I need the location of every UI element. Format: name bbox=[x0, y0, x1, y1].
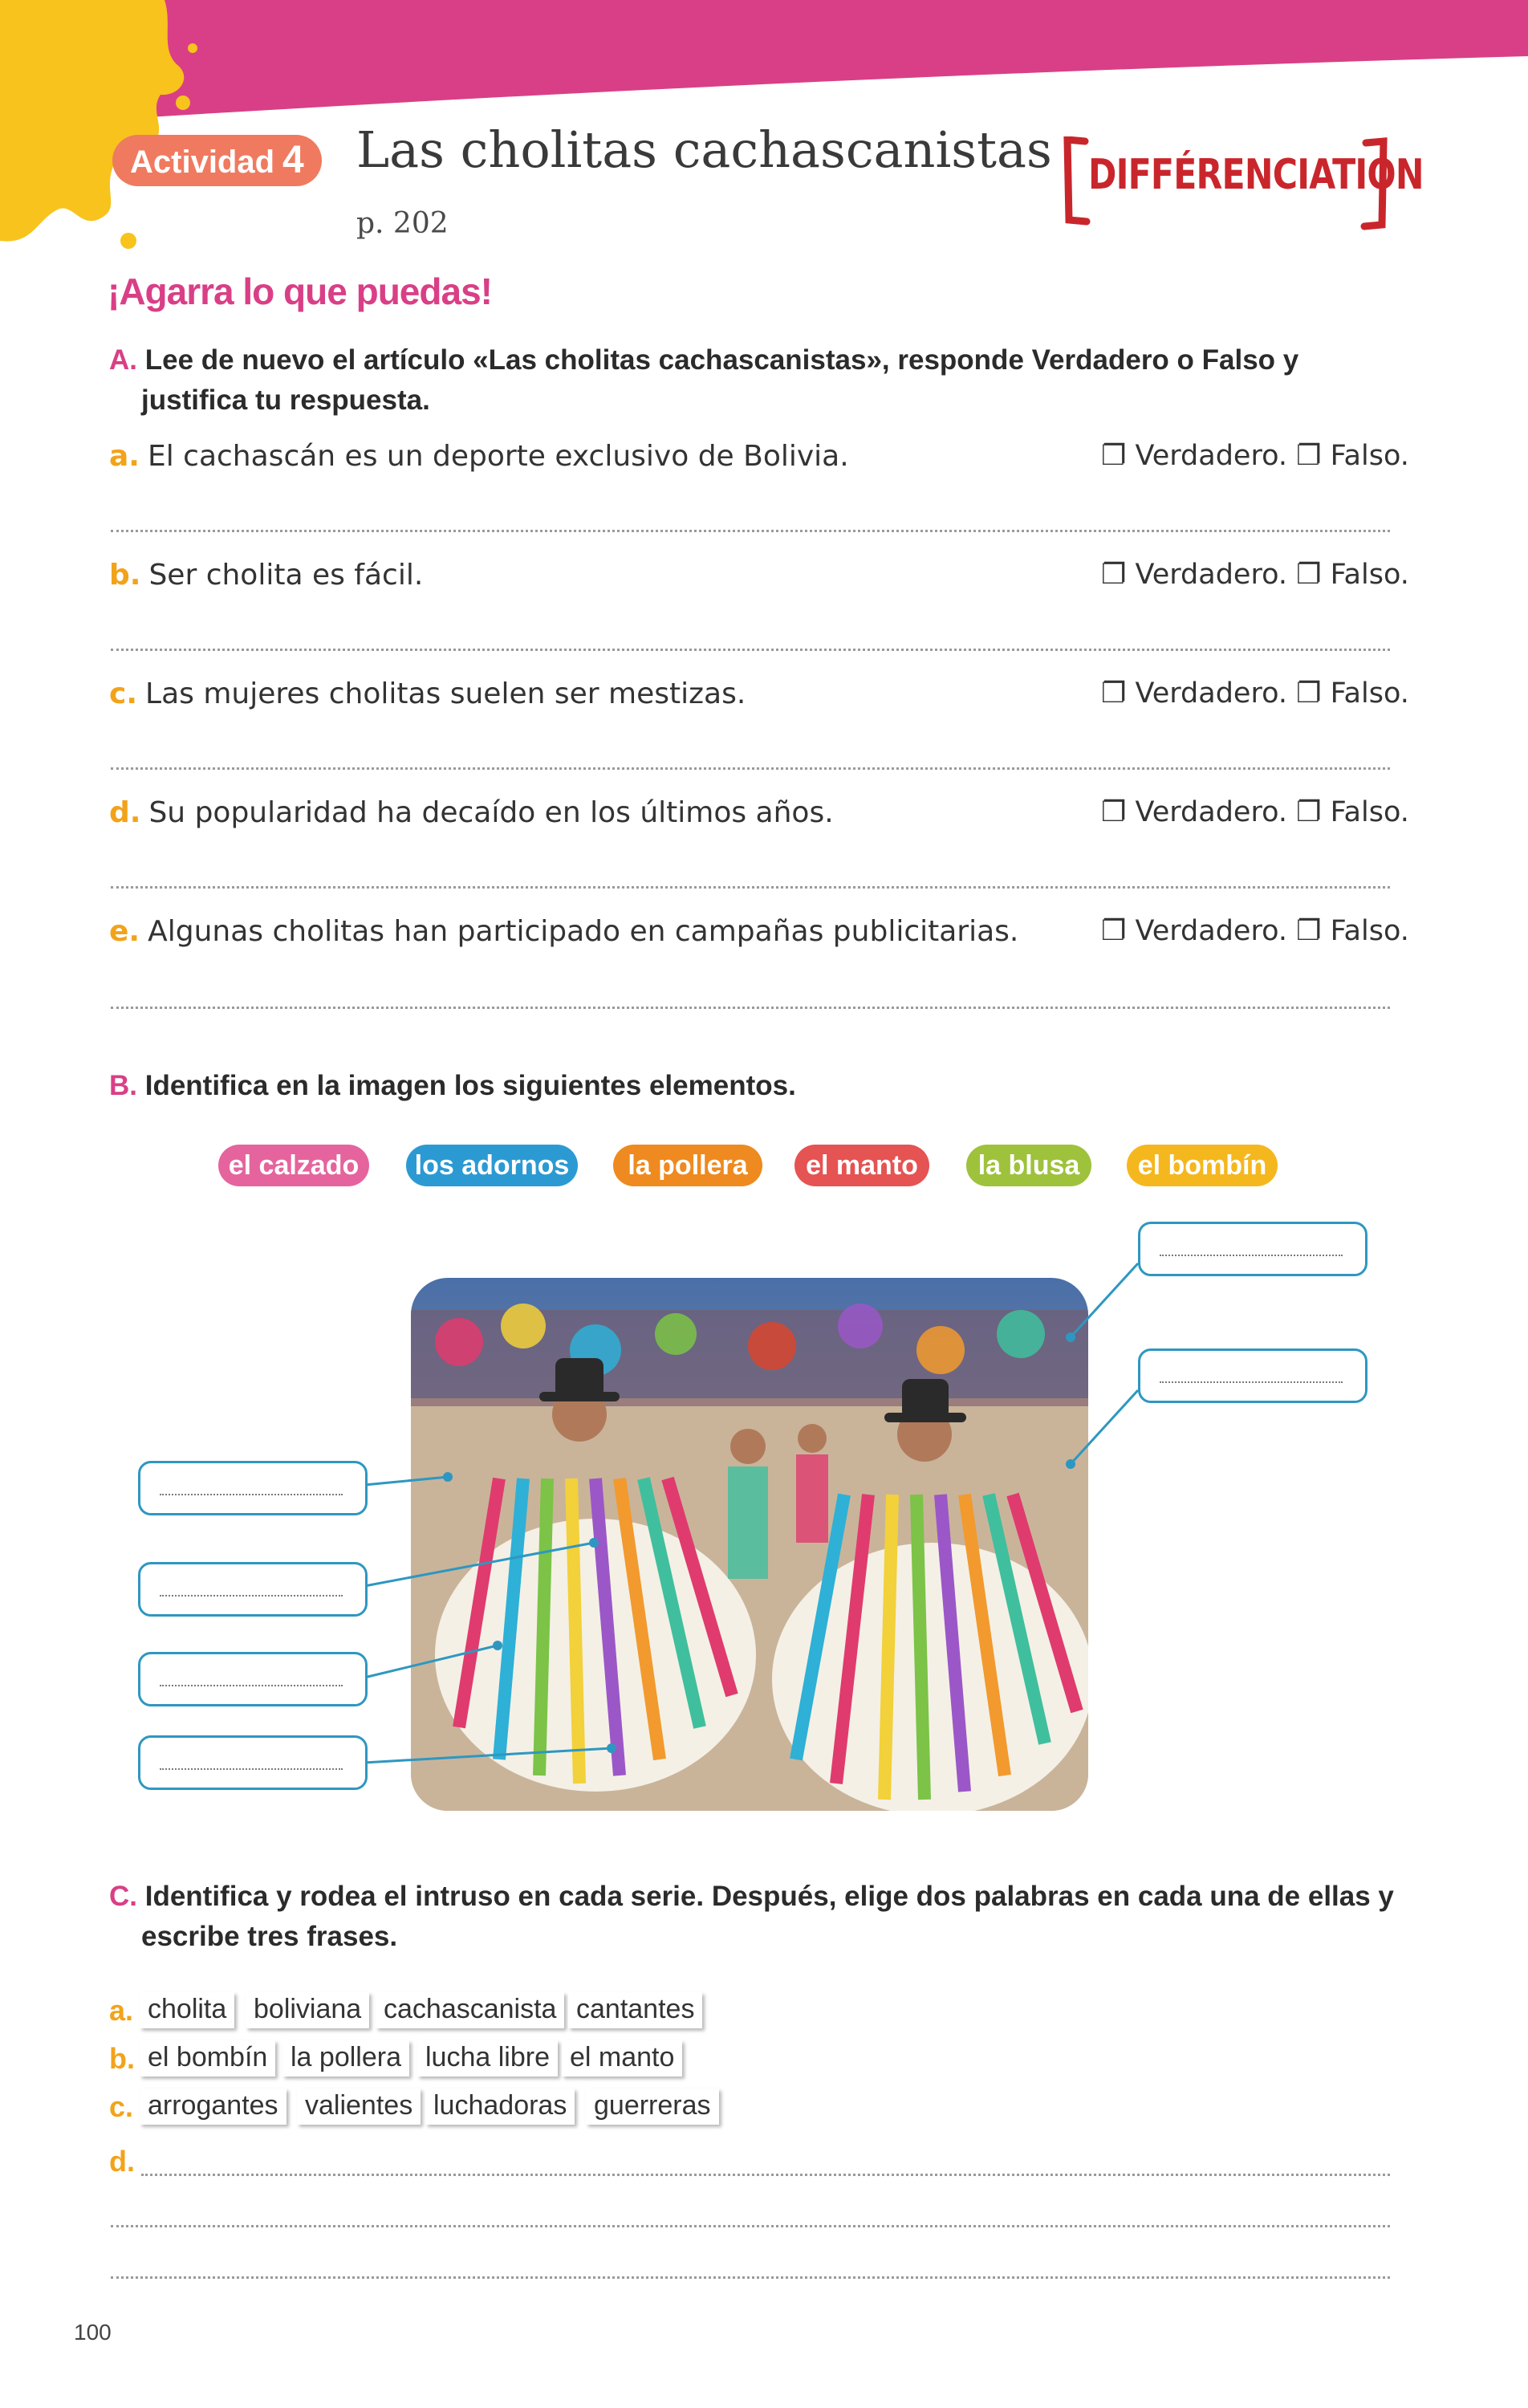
true-false-checkboxes-c[interactable]: ❐ Verdadero. ❐ Falso. bbox=[1101, 677, 1409, 710]
answer-line-a[interactable] bbox=[111, 530, 1390, 532]
answer-line-c[interactable] bbox=[111, 767, 1390, 770]
section-c-instruction bbox=[109, 1877, 1394, 1957]
true-false-checkboxes-e[interactable]: ❐ Verdadero. ❐ Falso. bbox=[1101, 915, 1409, 947]
word-card[interactable]: valientes bbox=[297, 2089, 421, 2125]
page-reference: p. 202 bbox=[356, 207, 449, 240]
series-letter-c: c. bbox=[109, 2090, 134, 2123]
section-a-instruction bbox=[109, 340, 1298, 421]
activity-number: 4 bbox=[282, 139, 304, 181]
word-card[interactable]: el bombín bbox=[140, 2040, 275, 2076]
answer-box-right-1[interactable] bbox=[1138, 1222, 1367, 1276]
section-c-text-line2: escribe tres frases. bbox=[141, 1921, 398, 1952]
item-letter: b. bbox=[109, 559, 141, 592]
item-letter: d. bbox=[109, 796, 141, 829]
word-card[interactable]: cantantes bbox=[568, 1992, 702, 2028]
answer-box-left-3[interactable] bbox=[138, 1652, 368, 1706]
answer-box-right-2[interactable] bbox=[1138, 1348, 1367, 1403]
statement-c bbox=[109, 677, 746, 710]
word-card[interactable]: luchadoras bbox=[425, 2089, 575, 2125]
answer-line-e[interactable] bbox=[111, 1007, 1390, 1009]
label-pill-bombin[interactable]: el bombín bbox=[1127, 1145, 1278, 1186]
statement-a bbox=[109, 440, 849, 473]
item-text: El cachascán es un deporte exclusivo de Bolivia. bbox=[147, 440, 849, 473]
item-text: Las mujeres cholitas suelen ser mestizas. bbox=[145, 677, 746, 710]
label-pill-blusa[interactable]: la blusa bbox=[966, 1145, 1091, 1186]
activity-label: Actividad bbox=[130, 144, 275, 180]
section-c-letter: C. bbox=[109, 1881, 137, 1912]
item-text: Ser cholita es fácil. bbox=[148, 559, 424, 592]
section-a-letter: A. bbox=[109, 344, 137, 376]
section-a-text-line1: Lee de nuevo el artículo «Las cholitas cachascanistas», responde Verdadero o Falso y bbox=[144, 344, 1299, 376]
section-c-text-line1: Identifica y rodea el intruso en cada serie. Después, elige dos palabras en cada una de ellas y bbox=[144, 1881, 1394, 1912]
statement-e bbox=[109, 915, 1018, 948]
answer-box-left-1[interactable] bbox=[138, 1461, 368, 1515]
word-card[interactable]: la pollera bbox=[282, 2040, 409, 2076]
label-pill-manto[interactable]: el manto bbox=[794, 1145, 929, 1186]
section-subtitle: ¡Agarra lo que puedas! bbox=[108, 270, 492, 312]
label-pill-calzado[interactable]: el calzado bbox=[218, 1145, 369, 1186]
word-card[interactable]: guerreras bbox=[586, 2089, 719, 2125]
statement-d bbox=[109, 796, 834, 829]
header-band bbox=[0, 0, 1528, 120]
series-letter-a: a. bbox=[109, 1994, 134, 2027]
activity-badge bbox=[112, 135, 322, 186]
statement-b bbox=[109, 559, 423, 592]
word-card[interactable]: cachascanista bbox=[376, 1992, 564, 2028]
writing-line-3[interactable] bbox=[111, 2276, 1390, 2279]
series-letter-b: b. bbox=[109, 2042, 135, 2075]
answer-line-d[interactable] bbox=[111, 886, 1390, 889]
stamp-text: DIFFÉRENCIATION bbox=[1088, 151, 1424, 199]
answer-letter-d: d. bbox=[109, 2145, 135, 2178]
item-letter: e. bbox=[109, 915, 140, 948]
writing-line-2[interactable] bbox=[111, 2225, 1390, 2227]
word-card[interactable]: cholita bbox=[140, 1992, 234, 2028]
cholitas-dance-photo bbox=[411, 1278, 1088, 1811]
word-card[interactable]: lucha libre bbox=[417, 2040, 558, 2076]
section-a-text-line2: justifica tu respuesta. bbox=[141, 384, 430, 416]
paint-splash-decoration bbox=[0, 0, 209, 265]
label-pill-pollera[interactable]: la pollera bbox=[613, 1145, 762, 1186]
writing-line-1[interactable] bbox=[141, 2174, 1390, 2176]
answer-line-b[interactable] bbox=[111, 649, 1390, 651]
section-b-letter: B. bbox=[109, 1070, 137, 1101]
answer-box-left-2[interactable] bbox=[138, 1562, 368, 1617]
word-card[interactable]: el manto bbox=[562, 2040, 682, 2076]
differentiation-stamp bbox=[1061, 136, 1424, 233]
word-card[interactable]: boliviana bbox=[246, 1992, 369, 2028]
section-b-instruction bbox=[109, 1066, 796, 1106]
true-false-checkboxes-a[interactable]: ❐ Verdadero. ❐ Falso. bbox=[1101, 440, 1409, 472]
true-false-checkboxes-b[interactable]: ❐ Verdadero. ❐ Falso. bbox=[1101, 559, 1409, 591]
item-text: Algunas cholitas han participado en campañas publicitarias. bbox=[148, 915, 1019, 948]
page-title: Las cholitas cachascanistas bbox=[356, 120, 1052, 179]
answer-box-left-4[interactable] bbox=[138, 1735, 368, 1790]
label-pill-adornos[interactable]: los adornos bbox=[406, 1145, 578, 1186]
word-card[interactable]: arrogantes bbox=[140, 2089, 286, 2125]
section-b-text: Identifica en la imagen los siguientes elementos. bbox=[144, 1070, 796, 1101]
item-letter: c. bbox=[109, 677, 138, 710]
page-number: 100 bbox=[74, 2320, 112, 2345]
item-letter: a. bbox=[109, 440, 140, 473]
true-false-checkboxes-d[interactable]: ❐ Verdadero. ❐ Falso. bbox=[1101, 796, 1409, 828]
item-text: Su popularidad ha decaído en los últimos años. bbox=[148, 796, 834, 829]
